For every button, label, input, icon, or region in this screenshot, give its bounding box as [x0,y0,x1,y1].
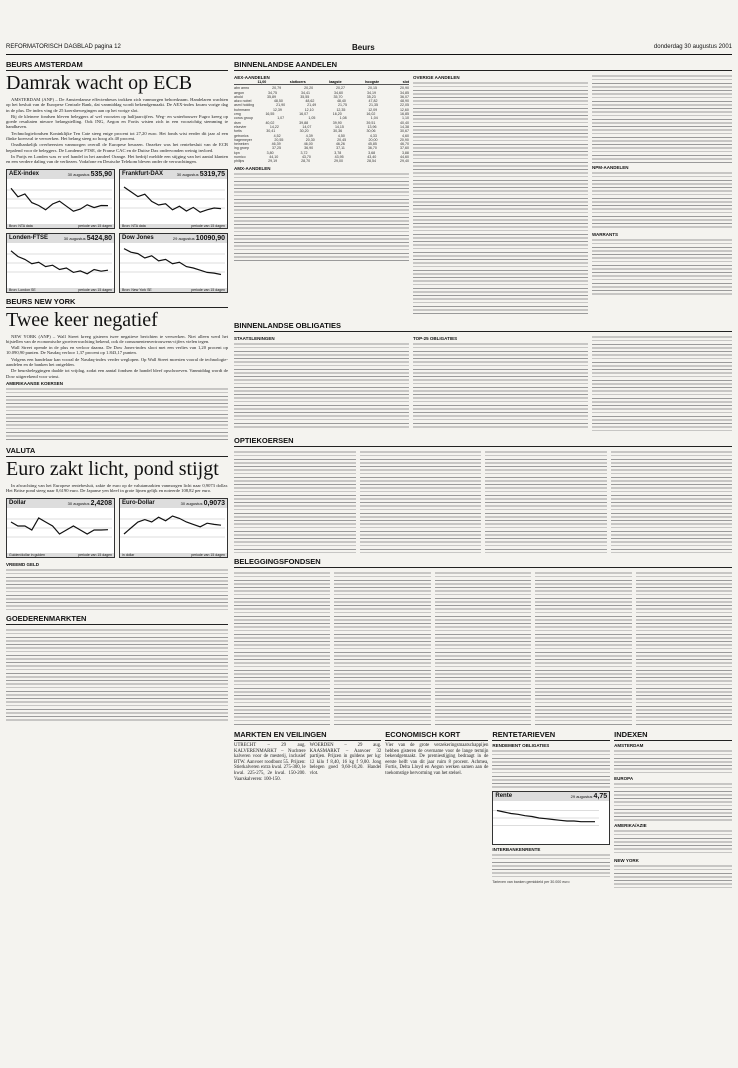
foreign-money-table [6,567,228,611]
table-cell: 20,20 [304,86,314,91]
table-cell: hagemeyer [234,137,252,142]
economy-title: ECONOMISCH KORT [385,730,488,741]
table-header [234,80,409,85]
funds-table-1 [234,570,330,726]
table-cell: 35,89 [267,94,277,99]
mini-chart [492,791,610,845]
table-cell: 3,80 [266,150,274,155]
warrants-table [592,237,732,297]
table-cell: 35,23 [366,94,376,99]
table-cell: 20,45 [337,137,347,142]
chart-name: Dow Jones [122,234,154,241]
table-row [234,159,409,163]
chart-date: 29 augustus [570,794,594,799]
table-cell: 43,40 [367,155,377,160]
misc-shares-table [592,73,732,163]
economy-block [385,730,488,920]
funds-table-3 [435,570,531,726]
series-line [124,187,221,212]
index-table [614,828,732,856]
table-cell: 43,70 [301,155,311,160]
chart-footer [7,288,114,292]
table-cell: 39,90 [332,120,342,125]
issue-date: donderdag 30 augustus 2001 [653,44,732,50]
table-cell: 30,06 [366,129,376,134]
funds-table-2 [334,570,430,726]
table-cell: 48,62 [305,99,315,104]
table-cell: 46,39 [271,142,281,147]
options-table-2 [360,449,482,553]
header-cell: hoogste [365,80,380,84]
options-table-3 [485,449,607,553]
table-cell: akzo nobel [234,99,252,104]
table-cell: dsm [234,120,241,125]
table-cell: corus group [234,116,253,121]
table-cell: numico [234,155,246,160]
table-cell: 21,49 [307,103,317,108]
table-cell: 20,55 [274,137,284,142]
chart-plot [120,245,225,281]
table-cell: elsevier [234,124,247,129]
table-cell: 48,50 [273,99,283,104]
article-paragraph: NEW YORK (ANP) – Wall Street kreeg gisteren twee negatieve berichten te verwerken. Niet alleen werd het bijstellen van de economische groeiverwachting bekend, ook de consumentenvertrouwens-cijfers vielen tegen. [6,333,228,344]
table-cell: 30,41 [266,129,276,134]
chart-date: 30 augustus [176,171,200,177]
top25-bonds-block [413,334,588,432]
header-cell: slotkoers [289,80,306,84]
chart-period: periode van 15 dagen [191,287,225,292]
npm-table [592,170,732,230]
table-cell: 3,68 [368,150,376,155]
woerden-report: WOERDEN – 29 aug. KAASMARKT – Aanvoer 32 partijen. Prijzen in guldens per kg: 12 kilo f 8,40, 16 kg f 9,00. Jong belegen goed 9,60-10,20. Handel vlot. [309,743,382,776]
table-cell: 14,38 [399,124,409,129]
chart-name: AEX-index [9,170,40,177]
chart-title-bar [7,499,114,508]
table-cell: 46,26 [335,142,345,147]
yield-subtitle: RENDEMENT OBLIGATIES [492,743,550,748]
mini-chart [6,233,115,293]
chart-period: periode van 15 dagen [78,223,112,228]
table-cell: getronics [234,133,249,138]
article-paragraph: De beursbeleggingen daalde tot vrijdag, zodat een aantal fondsen de handel bleef opschroeven. Vanmiddag wordt de Dow uitgerekend voor winst. [6,368,228,379]
block-title: STAATSLENINGEN [234,336,275,341]
table-cell: 30,36 [333,129,343,134]
chart-value: 29 augustus 10090,90 [172,234,225,242]
table-cell: 4,50 [337,133,345,138]
table-cell: 21,75 [338,103,348,108]
table-cell: 37,60 [399,146,409,151]
index-charts [6,169,228,293]
table-cell: fortis [234,129,242,134]
series-line [124,516,221,534]
table-cell: 48,40 [336,99,346,104]
table-cell: 12,39 [272,107,282,112]
table-cell: kpn [234,150,240,155]
table-cell: 29,40 [399,159,409,164]
chart-name: Euro-Dollar [122,499,155,506]
table-cell: 22,05 [399,103,409,108]
rates-block [492,730,610,920]
table-cell: 35,55 [300,94,310,99]
chart-value: 30 augustus 5319,75 [176,170,225,178]
table-cell: 16,85 [400,112,409,117]
table-cell: 30,67 [399,129,409,134]
table-cell: 1,07 [277,116,285,121]
amsterdam-article [6,97,228,165]
chart-source: Bron: NTA data [9,223,33,228]
economy-text: Vier van de grote verzekeringsmaatschappijen hebben gisteren de overname voor de lange termijn bekendgemaakt. De premiestijging bedraagt in de eerste helft van dit jaar ruim 8 procent. Achmea, Fortis, Delta Lloyd en Aegon werken samen aan de toekomstige hervorming van het stelsel. [385,743,489,776]
valuta-article [6,483,228,494]
table-cell: 36,07 [399,94,409,99]
chart-period: periode van 15 dagen [78,287,112,292]
table-cell: 20,15 [368,86,377,91]
newyork-headline: Twee keer negatief [6,308,158,331]
chart-source: Gulden/dollar in gulden [9,552,45,557]
table-cell: 29,19 [268,159,278,164]
table-cell: ing groep [234,146,249,151]
domestic-shares-title: BINNENLANDSE AANDELEN [234,60,732,71]
chart-source: Bron: NTA data [122,223,146,228]
funds-table-4 [535,570,631,726]
table-cell: 12,35 [336,107,346,112]
table-cell: 21,35 [369,103,378,108]
chart-name: Frankfurt-DAX [122,170,164,177]
chart-title-bar [493,792,609,801]
funds-title: BELEGGINGSFONDSEN [234,557,732,568]
table-cell: 20,79 [272,86,282,91]
chart-footer [120,224,227,228]
table-cell: 4,39 [305,133,313,138]
commodities-title: GOEDERENMARKTEN [6,614,228,625]
chart-date: 30 augustus [67,500,91,506]
table-cell: 20,27 [336,86,346,91]
chart-title-bar [120,170,227,179]
chart-title-bar [7,170,114,179]
block-title: NEW YORK [614,858,639,863]
table-cell: 14,22 [269,124,279,129]
table-cell: 16,20 [332,112,342,117]
yield-table [492,748,610,788]
utrecht-report: UTRECHT – 29 aug. KALVERENMARKT – Nuchtere kalveren voor de mesterij, inclusief BTW. Aanvoer roodbont 55. Prijzen: Stierkalveren extra kwal. 275-300, le kwal. 225-275, 2e kwal. 150-200. Vaarskalveren: 100-150. [234,743,306,782]
amsterdam-headline: Damrak wacht op ECB [6,72,193,94]
us-quotes-title: AMERIKAANSE KOERSEN [6,380,64,386]
table-cell: 40,02 [265,120,275,125]
other-shares-table [413,80,588,314]
newyork-article [6,334,228,379]
bonds-title: BINNENLANDSE OBLIGATIES [234,321,732,332]
chart-title-bar [120,234,227,243]
table-cell: 1,10 [402,116,409,121]
chart-date: 30 augustus [63,235,87,241]
table-cell: 3,88 [401,150,409,155]
chart-plot [493,803,599,833]
index-table [614,863,732,891]
table-cell: 4,60 [401,133,409,138]
chart-value: 30 augustus 535,90 [67,170,112,178]
chart-value: 29 augustus 4,75 [570,793,608,800]
top25-table [413,341,588,429]
rates-title: RENTETARIEVEN [492,730,610,741]
chart-plot [7,245,112,281]
table-cell: 12,60 [399,107,409,112]
table-cell: 36,70 [367,146,377,151]
table-cell: heineken [234,142,249,147]
table-cell: philips [234,159,245,164]
chart-date: 30 augustus [180,500,204,506]
chart-footer [120,288,227,292]
options-table-4 [611,449,733,553]
valuta-section-title: VALUTA [6,446,228,457]
table-cell: 20,00 [368,137,378,142]
section-title: Beurs [352,43,375,52]
table-cell: 29,00 [334,159,344,164]
chart-name: Dollar [9,499,27,506]
chart-date: 29 augustus [172,235,196,241]
header-cell: 11,00 [257,80,267,84]
table-cell: 34,60 [334,90,343,95]
right-column [234,60,732,920]
table-cell: 37,25 [272,146,282,151]
chart-footer [7,224,114,228]
table-cell: 28,70 [301,159,311,164]
rate-chart-holder [492,791,610,845]
chart-source: Bron: London SE [9,287,36,292]
currency-charts [6,498,228,558]
table-cell: 36,90 [304,146,314,151]
table-cell: 35,70 [333,94,343,99]
header-cell: laagste [329,80,342,84]
table-cell: 4,33 [369,133,377,138]
newyork-section-title: BEURS NEW YORK [6,297,228,308]
article-paragraph: Technologiefondsen Koninklijke Ten Cate steeg enige procent tot 27,20 euro. Het fonds wist eerder dit jaar al een flinke koersval te verwerken. Het belang steeg zo hoog als 40 procent. [6,130,228,142]
table-cell: 40,40 [400,120,409,125]
table-cell: 12,09 [368,107,378,112]
table-cell: 34,85 [400,90,409,95]
table-cell: 16,55 [265,112,275,117]
block-title: AMX-AANDELEN [234,165,271,171]
chart-title-bar [7,234,114,243]
index-table [614,748,732,774]
article-paragraph: AMSTERDAM (ANP) – De Amsterdamse effectenbeurs trokken zich vanmorgen behoedzaam. Handelaren wachten op het besluit van de Europese Centrale Bank, dat vanmiddag wordt bekendgemaakt. De AEX-index kwam vorige dag in de plus. De index ving de 25 koersbewegingen aan op het vorige slot. [6,97,228,113]
table-cell: 12,10 [304,107,314,112]
chart-value: 30 augustus 2,4208 [67,499,112,507]
funds-table-5 [636,570,732,726]
indexes-block [614,730,732,920]
table-cell: 3,78 [334,150,342,155]
npm-shares-block [592,73,732,317]
block-title: AMSTERDAM [614,743,644,748]
table-cell: 30,20 [299,129,309,134]
chart-title-bar [120,499,227,508]
block-title: EUROPA [614,776,634,781]
chart-period: periode van 15 dagen [191,552,225,557]
table-cell: 44,10 [269,155,279,160]
chart-footer [120,553,227,557]
chart-date: 30 augustus [67,171,91,177]
left-column [6,60,228,721]
table-cell: abn amro [234,86,250,91]
page-header [6,44,732,55]
indexes-title: INDEXEN [614,730,732,741]
block-title: TOP-25 OBLIGATIES [413,336,458,341]
article-paragraph: In Parijs en Londen was er wel handel in het aandeel Orange. Het bedrijf meldde een stijging van het aantal klanten en een verdere daling van de verliezen. Vodafone en Deutsche Telekom bleven onder de verwachtingen. [6,153,228,165]
interbank-table [492,852,610,880]
table-cell: 34,75 [268,90,277,95]
table-cell: 48,90 [399,99,409,104]
table-cell: 13,96 [367,124,377,129]
mini-chart [6,169,115,229]
article-paragraph: Bij de kleinere fondsen bleven beleggers af wel voorzien op halfjaarcijfers. Weg- en waterbouwer Fugro kreeg op goede resultaten nieuwe belangstelling. Ook ING, Aegon en Fortis wisten zich in een voorzichtig stemming te handhaven. [6,113,228,130]
amx-table [234,171,409,263]
chart-period: periode van 15 dagen [78,552,112,557]
other-shares-block [413,73,588,317]
chart-plot [7,510,112,546]
chart-value: 30 augustus 5424,80 [63,234,112,242]
table-cell: 46,00 [303,142,313,147]
table-cell: 45,85 [367,142,377,147]
table-cell: 39,51 [366,120,376,125]
table-cell: 34,41 [301,90,310,95]
table-cell: 39,88 [299,120,309,125]
block-title: AMERIKA/AZIE [614,823,647,828]
mini-chart [119,498,228,558]
rates-table [592,334,732,432]
chart-plot [120,181,225,217]
article-paragraph: Wall Street opende in de plus en verloor daarna. De Dow Jones-index sloot met een verlies van 1,20 procent op 10.090,90 punten. De Nasdaq verloor 1,37 procent op 1.843,17 punten. [6,345,228,356]
mini-chart [119,233,228,293]
foreign-money-title: VREEMD GELD [6,561,40,567]
series-line [124,248,221,274]
table-cell: 20,90 [399,86,409,91]
table-cell: 1,04 [370,116,378,121]
table-cell: 47,82 [368,99,378,104]
aex-table [234,80,409,164]
state-loans-table [234,341,409,429]
article-paragraph: In afwachting van het Europese rentebesluit, zakte de euro op de valutamarkten vanmorgen licht naar 0,9073 dollar. Het Britse pond steeg naar 0,6190 euro. De Japanse yen bleef in grote lijnen gelijk en noteerde 108,82 per euro. [6,482,228,494]
index-table [614,781,732,821]
chart-plot [7,181,112,217]
table-cell: 16,02 [366,112,376,117]
table-cell: 14,07 [302,124,312,129]
chart-period: periode van 15 dagen [191,223,225,228]
table-cell: 44,60 [399,155,409,160]
table-cell: 20,90 [399,137,409,142]
table-cell: 28,54 [367,159,377,164]
options-title: OPTIEKOERSEN [234,436,732,447]
interbank-subtitle: INTERBANKENRENTE [492,847,541,852]
series-line [497,811,595,822]
table-cell: 16,07 [299,112,309,117]
table-cell: buhrmann [234,107,251,112]
chart-name: Londen-FTSE [9,234,48,241]
valuta-headline: Euro zakt licht, pond stijgt [6,457,219,480]
rates-footnote: Tarieven van banken gemiddeld per 30.000 euro [492,880,570,884]
chart-source: in dollar [122,552,135,557]
paper-name: REFORMATORISCH DAGBLAD pagina 12 [6,44,121,50]
table-cell: 3,72 [300,150,308,155]
options-table-1 [234,449,356,553]
table-cell: 20,30 [305,137,315,142]
commodities-table [6,627,228,721]
markets-title: MARKTEN EN VEILINGEN [234,730,381,741]
mini-chart [6,498,115,558]
table-cell: 21,90 [276,103,286,108]
block-title: OVERIGE AANDELEN [413,75,460,80]
table-cell: 1,08 [339,116,347,121]
table-cell: 14,15 [334,124,344,129]
article-paragraph: Onafhankelijk overheersten vanmorgen overall de Europese beurzen. Onzeker was het rentebesluit van de ECB bepalend voor de beleggers. De Londense FTSE, de Franse CAC en de Duitse Dax ondervonden weinig invloed. [6,142,228,153]
markets-block [234,730,381,920]
block-title: NPM-AANDELEN [592,165,629,170]
table-cell: 1,05 [308,116,316,121]
aex-shares-block [234,73,409,317]
series-line [11,518,108,534]
header-cell: slot [402,80,409,84]
table-cell: aegon [234,90,244,95]
table-cell: 43,95 [334,155,344,160]
mini-chart [119,169,228,229]
us-quotes-table [6,386,228,442]
block-title: WARRANTS [592,232,618,237]
chart-value: 30 augustus 0,9073 [180,499,225,507]
chart-name: Rente [495,793,513,799]
table-cell: 4,52 [273,133,281,138]
table-cell: 34,19 [367,90,376,95]
table-cell: ahold [234,94,243,99]
amsterdam-section-title: BEURS AMSTERDAM [6,60,228,71]
chart-footer [7,553,114,557]
chart-source: Bron: New York SE [122,287,152,292]
article-paragraph: Volgens een handelaar kan vooral de Nasdaq-index verder weglopen. Op Wall Street moesten vooral de technologie-aandelen en de banken het ontgelden. [6,356,228,368]
table-cell: cmg [234,112,241,117]
state-loans-block [234,334,409,432]
table-cell: asml holding [234,103,255,108]
block-title: AEX-AANDELEN [234,75,270,80]
chart-plot [120,510,225,546]
table-cell: 46,70 [399,142,409,147]
table-cell: 37,11 [336,146,345,151]
